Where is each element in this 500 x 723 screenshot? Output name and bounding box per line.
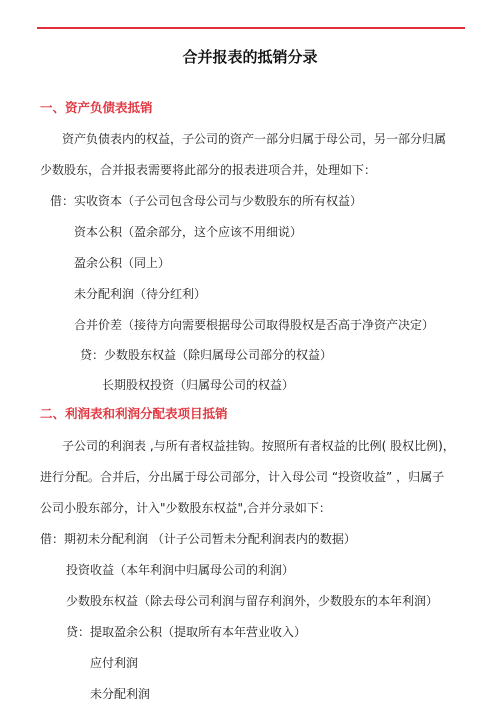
section2-credit-surplus-reserve: 贷：提取盈余公积（提取所有本年营业收入）	[66, 625, 307, 639]
section1-heading: 一、资产负债表抵销	[40, 100, 153, 115]
section1-debit-merger-difference: 合并价差（接待方向需要根据母公司取得股权是否高于净资产决定）	[74, 318, 435, 332]
page-title: 合并报表的抵销分录	[182, 48, 318, 66]
section2-paragraph-line1: 子公司的利润表 ,与所有者权益挂钩。按照所有者权益的比例( 股权比例)，	[62, 439, 455, 453]
section2-paragraph-line2: 进行分配。合并后，分出属于母公司部分，计入母公司 “投资收益” ，归属子	[40, 470, 445, 484]
section1-credit-long-term-investment: 长期股权投资（归属母公司的权益）	[102, 378, 295, 392]
section1-paragraph-line1: 资产负债表内的权益，子公司的资产一部分归属于母公司，另一部分归属	[62, 132, 447, 146]
section2-debit-minority-equity: 少数股东权益（除去母公司利润与留存利润外，少数股东的本年利润）	[66, 594, 439, 608]
top-divider	[37, 27, 465, 29]
section2-debit-investment-income: 投资收益（本年利润中归属母公司的利润）	[66, 563, 295, 577]
section2-credit-profit-payable: 应付利润	[90, 656, 139, 670]
section1-debit-undistributed-profit: 未分配利润（待分红利）	[74, 287, 207, 301]
section1-paragraph-line2: 少数股东，合并报表需要将此部分的报表进项合并，处理如下：	[40, 163, 377, 177]
section1-credit-minority-equity: 贷：少数股东权益（除归属母公司部分的权益）	[80, 348, 333, 362]
section1-debit-surplus-reserve: 盈余公积（同上）	[74, 256, 171, 270]
section2-heading: 二、利润表和利润分配表项目抵销	[40, 406, 228, 421]
section1-debit-capital-reserve: 资本公积（盈余部分，这个应该不用细说）	[74, 225, 303, 239]
section2-debit-opening-undistributed-profit: 借：期初未分配利润 （计子公司暂未分配利润表内的数据）	[40, 532, 356, 546]
section1-debit-paid-in-capital: 借：实收资本（子公司包含母公司与少数股东的所有权益）	[50, 194, 363, 208]
section2-paragraph-line3: 公司小股东部分，计入"少数股东权益",合并分录如下：	[40, 501, 331, 515]
section2-credit-undistributed-profit: 未分配利润	[90, 687, 151, 701]
